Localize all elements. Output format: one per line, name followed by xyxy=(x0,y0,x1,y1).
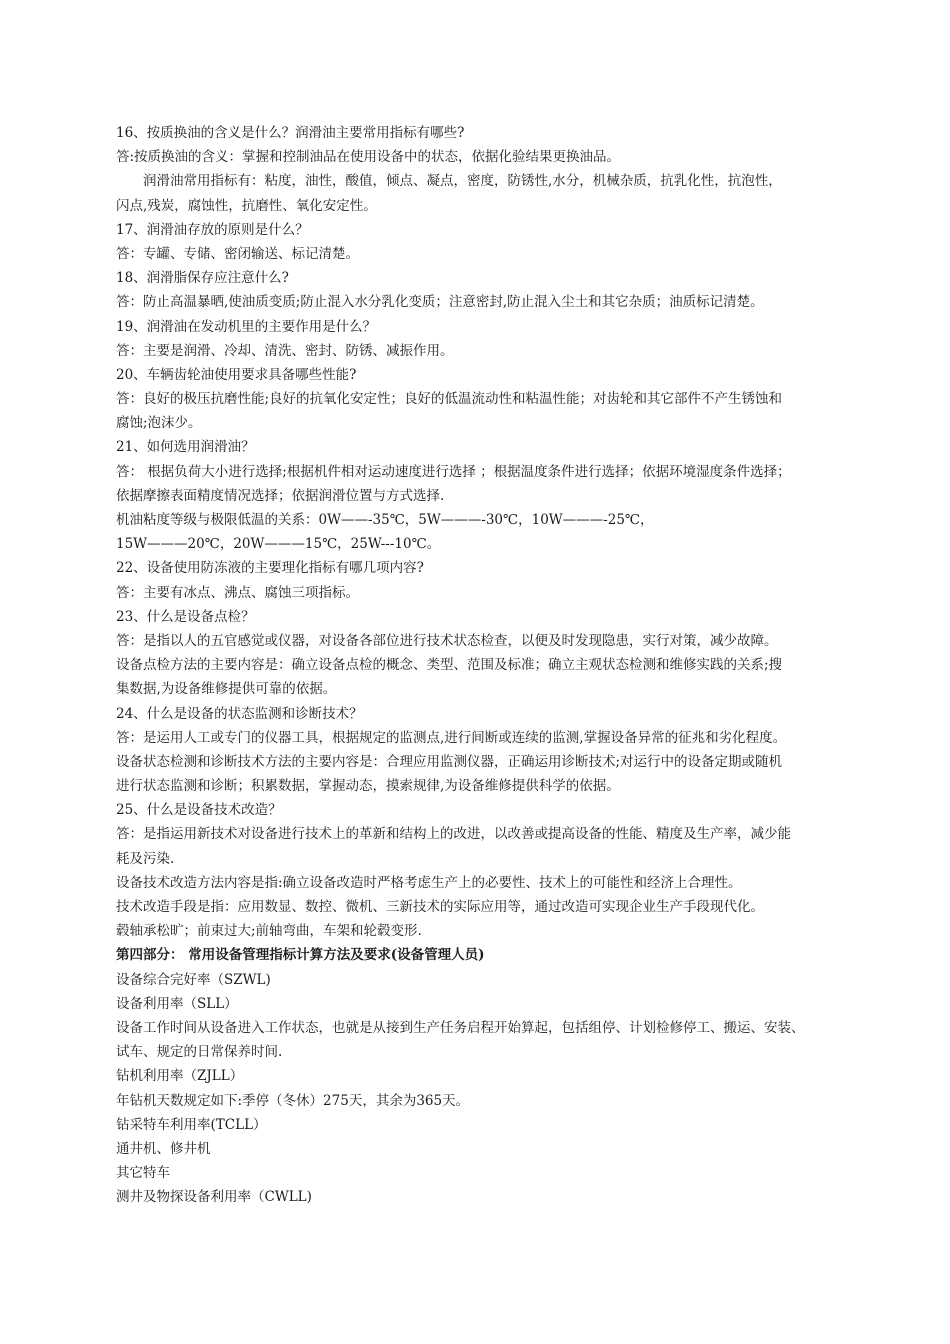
answer-20: 答：良好的极压抗磨性能;良好的抗氧化安定性；良好的低温流动性和粘温性能；对齿轮和其它部件不产生锈蚀和 xyxy=(116,391,783,408)
section-heading-part-four: 第四部分： 常用设备管理指标计算方法及要求(设备管理人员) xyxy=(116,947,485,964)
question-24: 24、什么是设备的状态监测和诊断技术？ xyxy=(116,705,363,722)
document-body xyxy=(116,121,840,1209)
answer-25: 答：是指运用新技术对设备进行技术上的革新和结构上的改进，以改善或提高设备的性能、精度及生产率，减少能 xyxy=(116,826,791,843)
question-19: 19、润滑油在发动机里的主要作用是什么？ xyxy=(116,318,377,335)
metric-tcll: 钻采特车利用率(TCLL） xyxy=(116,1116,267,1133)
answer-21-cont: 依据摩擦表面精度情况选择；依据润滑位置与方式选择. xyxy=(116,487,445,504)
metric-zjll: 钻机利用率（ZJLL） xyxy=(116,1068,244,1085)
hub-bearing-note: 毂轴承松旷；前束过大;前轴弯曲，车架和轮毂变形. xyxy=(116,923,422,940)
answer-17: 答：专罐、专储、密闭输送、标记清楚。 xyxy=(116,245,359,262)
answer-25-cont: 耗及污染. xyxy=(116,850,175,867)
renovation-method: 设备技术改造方法内容是指:确立设备改造时严格考虑生产上的必要性、技术上的可能性和经济上合理性。 xyxy=(116,874,742,891)
question-20: 20、车辆齿轮油使用要求具备哪些性能? xyxy=(116,366,357,383)
answer-23: 答：是指以人的五官感觉或仪器，对设备各部位进行技术状态检查，以便及时发现隐患，实行对策，减少故障。 xyxy=(116,632,778,649)
answer-18: 答：防止高温暴晒,使油质变质;防止混入水分乳化变质；注意密封,防止混入尘土和其它杂质；油质标记清楚。 xyxy=(116,294,764,311)
inspection-method-cont: 集数据,为设备维修提供可靠的依据。 xyxy=(116,681,337,698)
answer-16-indices: 润滑油常用指标有：粘度，油性，酸值，倾点、凝点，密度，防锈性,水分，机械杂质，抗乳化性，抗泡性， xyxy=(143,173,782,190)
viscosity-relation-cont: 15W———20℃，20W———15℃，25W---10℃。 xyxy=(116,536,441,553)
well-service-rigs: 通井机、修井机 xyxy=(116,1140,211,1157)
work-time-definition-cont: 试车、规定的日常保养时间. xyxy=(116,1044,283,1061)
inspection-method: 设备点检方法的主要内容是：确立设备点检的概念、类型、范围及标准；确立主观状态检测和维修实践的关系;搜 xyxy=(116,657,783,674)
other-special-vehicles: 其它特车 xyxy=(116,1165,170,1182)
renovation-means: 技术改造手段是指：应用数显、数控、微机、三新技术的实际应用等，通过改造可实现企业生产手段现代化。 xyxy=(116,899,764,915)
metric-cwll: 测井及物探设备利用率（CWLL) xyxy=(116,1189,312,1206)
question-16: 16、按质换油的含义是什么？润滑油主要常用指标有哪些? xyxy=(116,125,465,141)
question-25: 25、什么是设备技术改造？ xyxy=(116,802,282,819)
metric-sll: 设备利用率（SLL） xyxy=(116,995,238,1012)
question-17: 17、润滑油存放的原则是什么？ xyxy=(116,221,309,238)
viscosity-relation: 机油粘度等级与极限低温的关系：0W——-35℃，5W———-30℃，10W———-25℃， xyxy=(116,512,654,528)
rig-days-rule: 年钻机天数规定如下:季停（冬休）275天，其余为365天。 xyxy=(116,1092,470,1109)
answer-24: 答：是运用人工或专门的仪器工具，根据规定的监测点,进行间断或连续的监测,掌握设备异常的征兆和劣化程度。 xyxy=(116,729,787,746)
monitoring-method-cont: 进行状态监测和诊断；积累数据，掌握动态，摸索规律,为设备维修提供科学的依据。 xyxy=(116,778,620,795)
question-22: 22、设备使用防冻液的主要理化指标有哪几项内容? xyxy=(116,560,424,577)
answer-22: 答：主要有冰点、沸点、腐蚀三项指标。 xyxy=(116,584,359,601)
answer-20-cont: 腐蚀;泡沫少。 xyxy=(116,415,202,432)
question-21: 21、如何选用润滑油？ xyxy=(116,439,255,456)
answer-16: 答:按质换油的含义：掌握和控制油品在使用设备中的状态，依据化验结果更换油品。 xyxy=(116,149,621,166)
metric-szwl: 设备综合完好率（SZWL) xyxy=(116,971,271,988)
question-18: 18、润滑脂保存应注意什么? xyxy=(116,270,289,287)
work-time-definition: 设备工作时间从设备进入工作状态，也就是从接到生产任务启程开始算起，包括组停、计划检修停工、搬运、安装、 xyxy=(116,1019,805,1036)
answer-16-indices-cont: 闪点,残炭，腐蚀性，抗磨性、氧化安定性。 xyxy=(116,197,377,214)
question-23: 23、什么是设备点检？ xyxy=(116,608,255,625)
answer-19: 答：主要是润滑、冷却、清洗、密封、防锈、减振作用。 xyxy=(116,342,454,359)
monitoring-method: 设备状态检测和诊断技术方法的主要内容是：合理应用监测仪器，正确运用诊断技术;对运行中的设备定期或随机 xyxy=(116,753,783,770)
answer-21: 答： 根据负荷大小进行选择;根据机件相对运动速度进行选择 ；根据温度条件进行选择；依据环境湿度条件选择； xyxy=(116,463,791,480)
